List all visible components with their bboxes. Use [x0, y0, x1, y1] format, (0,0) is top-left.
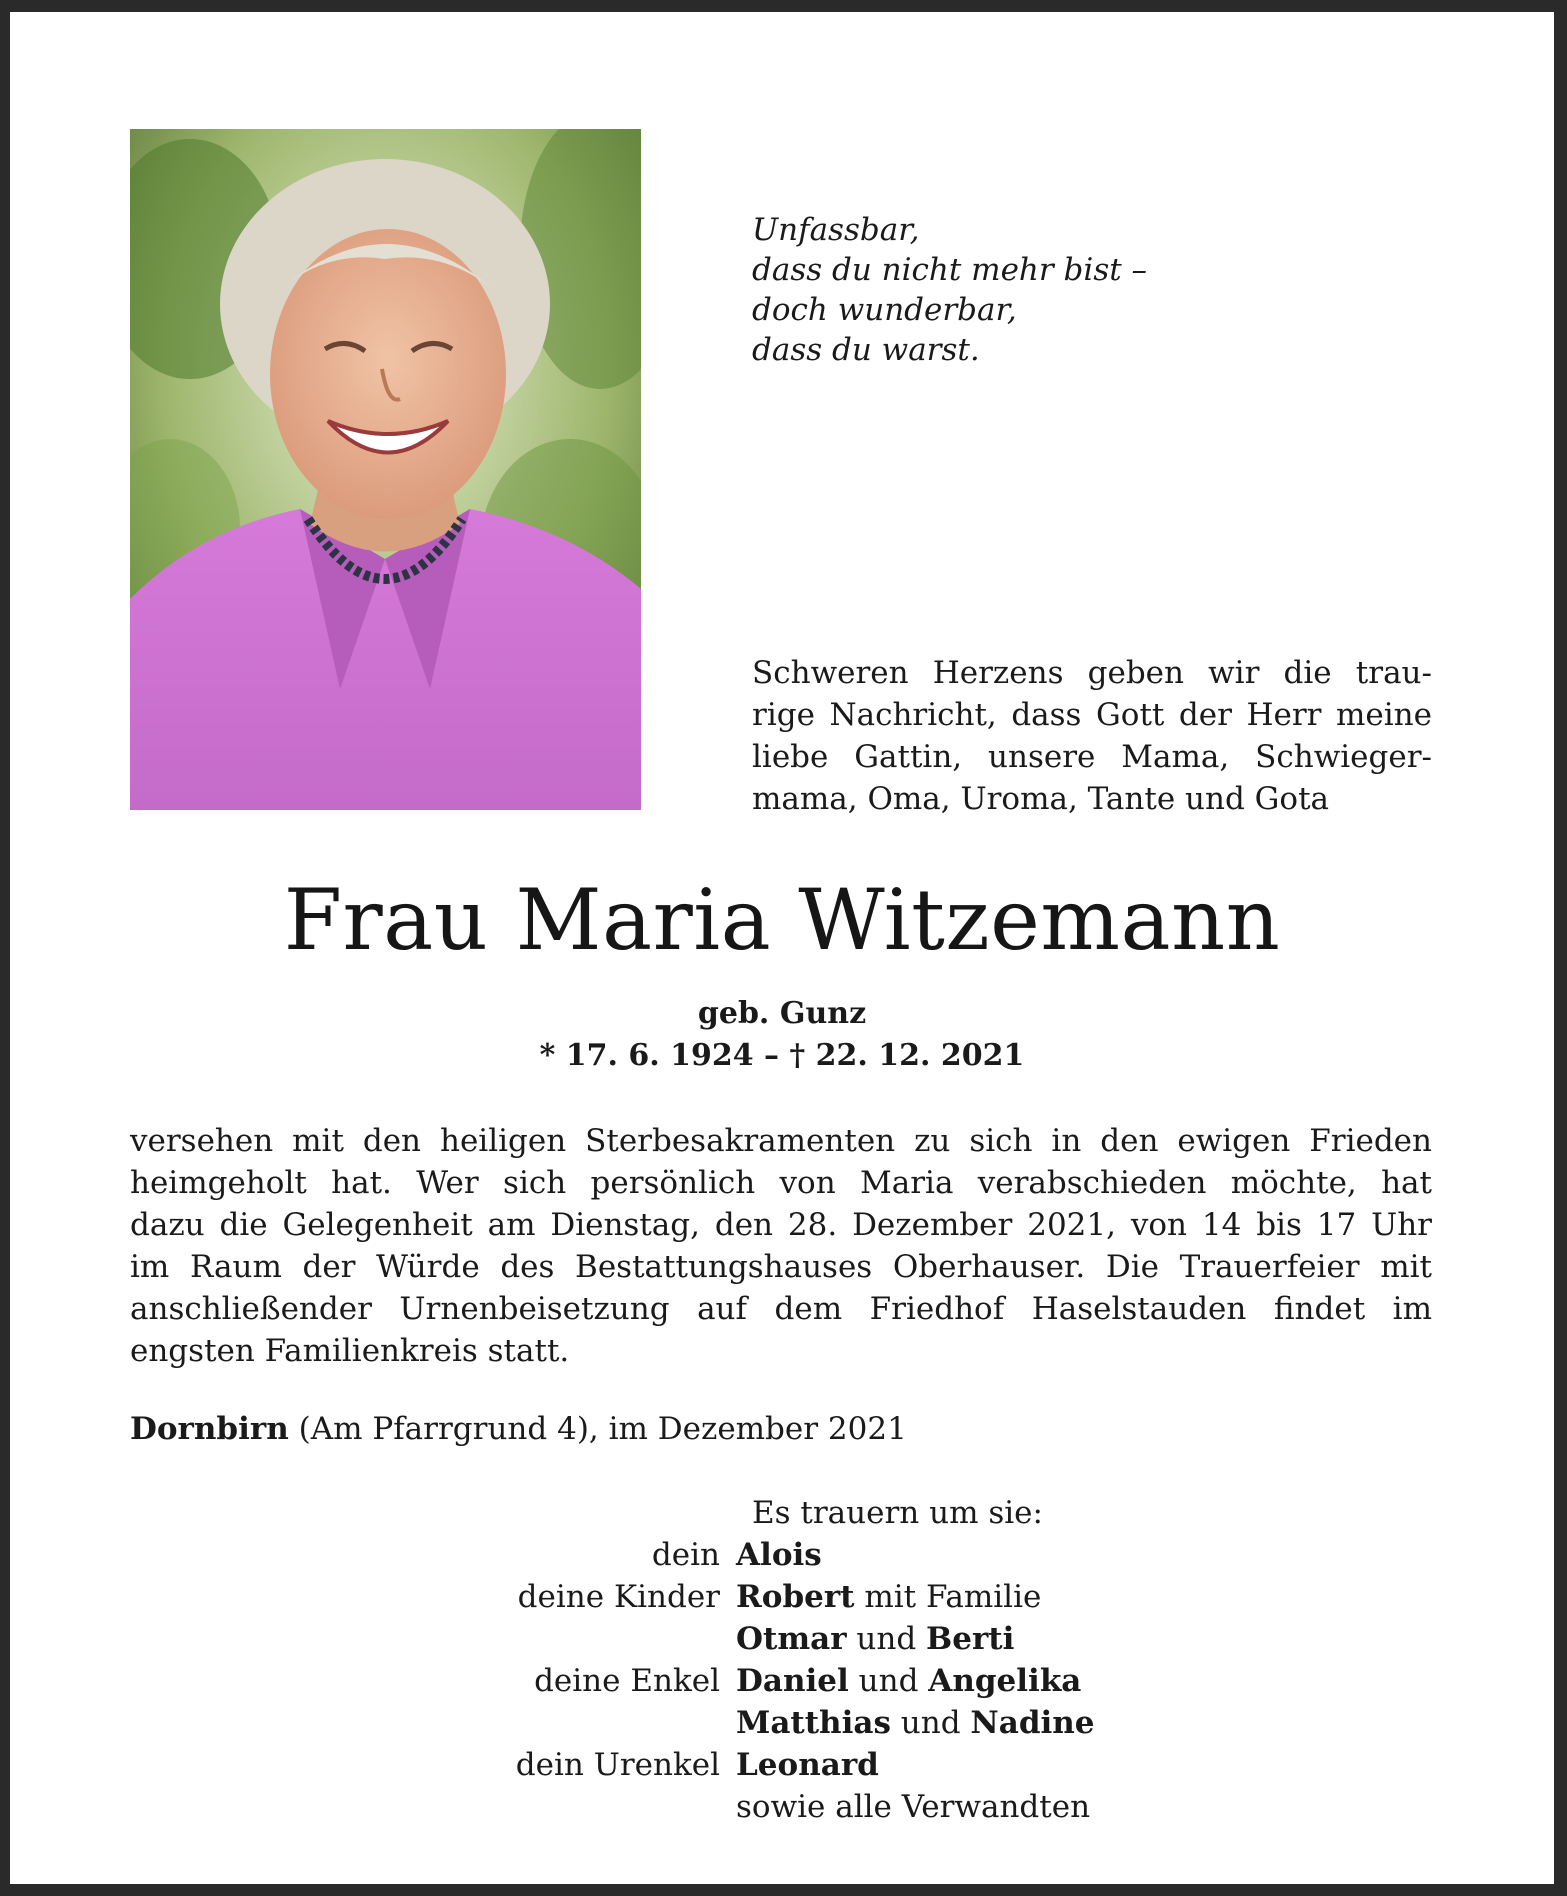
mourner-joiner: und — [890, 1705, 971, 1741]
portrait-photo — [130, 129, 641, 810]
mourner-joiner: sowie alle Verwandten — [736, 1789, 1091, 1825]
place-date-line — [130, 1408, 907, 1450]
mourner-row — [390, 1744, 1095, 1786]
mourner-relation: dein — [651, 1537, 720, 1573]
place-city: Dornbirn — [130, 1411, 289, 1447]
place-rest: (Am Pfarrgrund 4), im Dezember 2021 — [288, 1411, 907, 1447]
mourner-joiner: und — [846, 1621, 927, 1657]
mourners-heading: Es trauern um sie: — [752, 1495, 1043, 1531]
mourner-joiner: und — [848, 1663, 929, 1699]
mourner-name: Daniel — [736, 1663, 849, 1699]
intro-line: Schweren Herzens geben wir die trau- — [752, 655, 1432, 691]
intro-line: liebe Gattin, unsere Mama, Schwieger- — [752, 739, 1432, 775]
mourner-relation: deine Kinder — [517, 1579, 720, 1615]
mourner-row — [390, 1660, 1095, 1702]
mourner-relation — [390, 1786, 736, 1828]
mourner-row — [390, 1576, 1095, 1618]
poem-line: dass du nicht mehr bist – — [752, 252, 1148, 288]
announcement-body — [130, 1120, 1432, 1372]
life-dates: * 17. 6. 1924 – † 22. 12. 2021 — [539, 1038, 1025, 1073]
mourner-name: Alois — [736, 1537, 822, 1573]
mourner-name: Leonard — [736, 1747, 879, 1783]
mourner-relation — [390, 1618, 736, 1660]
poem — [752, 210, 1147, 370]
mourner-name: Angelika — [928, 1663, 1082, 1699]
mourner-row — [390, 1702, 1095, 1744]
mourner-name: Matthias — [736, 1705, 891, 1741]
body-line: im Raum der Würde des Bestattungshauses Oberhauser. Die Trauerfeier mit — [130, 1249, 1432, 1285]
mourner-name: Nadine — [970, 1705, 1095, 1741]
mourner-relation: deine Enkel — [534, 1663, 720, 1699]
mourner-name: Otmar — [736, 1621, 847, 1657]
birth-name: geb. Gunz — [697, 996, 867, 1031]
intro-line: mama, Oma, Uroma, Tante und Gota — [752, 781, 1330, 817]
mourner-name: Robert — [736, 1579, 855, 1615]
body-line: dazu die Gelegenheit am Dienstag, den 28. Dezember 2021, von 14 bis 17 Uhr — [130, 1207, 1432, 1243]
mourner-name: Berti — [926, 1621, 1015, 1657]
obituary-page — [10, 12, 1554, 1884]
body-line: versehen mit den heiligen Sterbesakramenten zu sich in den ewigen Frieden — [130, 1123, 1432, 1159]
mourner-relation: dein Urenkel — [515, 1747, 720, 1783]
body-line: anschließender Urnenbeisetzung auf dem Friedhof Haselstauden findet im — [130, 1291, 1432, 1327]
deceased-name: Frau Maria Witzemann — [283, 871, 1281, 969]
body-line: engsten Familienkreis statt. — [130, 1333, 570, 1369]
poem-line: dass du warst. — [752, 332, 980, 368]
poem-line: Unfassbar, — [752, 212, 920, 248]
mourner-row — [390, 1786, 1095, 1828]
poem-line: doch wunderbar, — [752, 292, 1017, 328]
mourners-list — [390, 1534, 1095, 1828]
body-line: heimgeholt hat. Wer sich persönlich von Maria verabschieden möchte, hat — [130, 1165, 1432, 1201]
intro-line: rige Nachricht, dass Gott der Herr meine — [752, 697, 1432, 733]
mourner-joiner: mit Familie — [854, 1579, 1042, 1615]
mourner-row — [390, 1534, 1095, 1576]
mourner-relation — [390, 1702, 736, 1744]
mourner-row — [390, 1618, 1095, 1660]
portrait-image — [130, 129, 641, 810]
intro-text — [752, 652, 1432, 820]
